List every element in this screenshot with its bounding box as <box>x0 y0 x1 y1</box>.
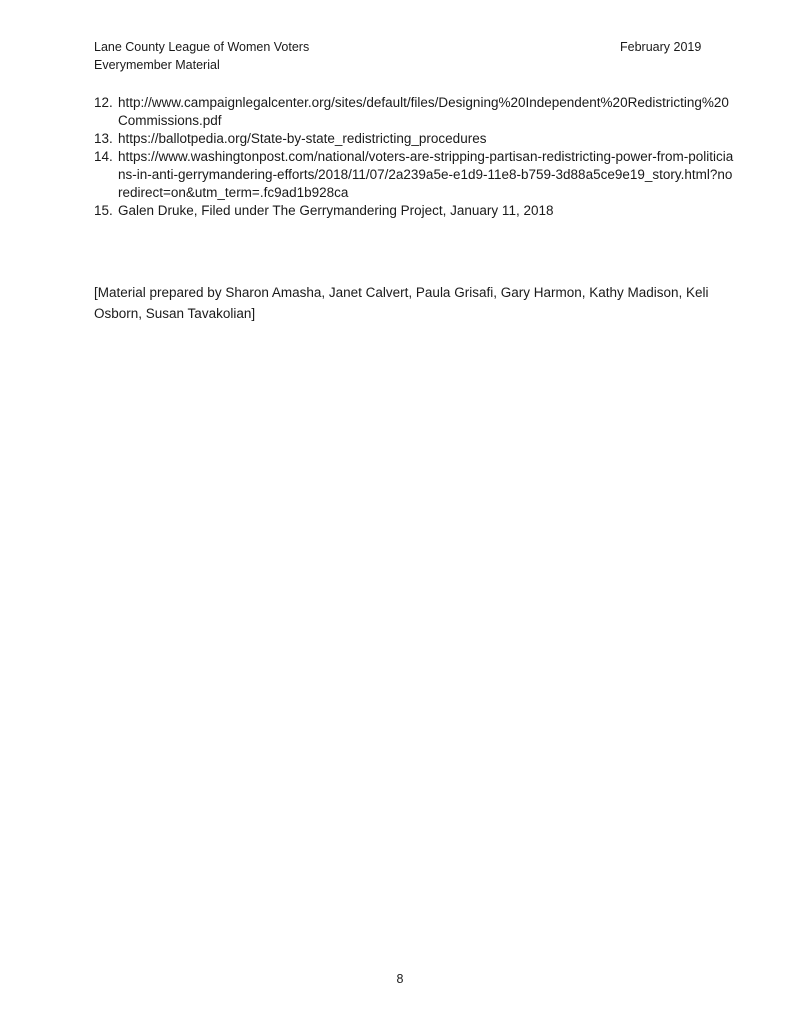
reference-text: Galen Druke, Filed under The Gerrymandering Project, January 11, 2018 <box>118 203 554 218</box>
reference-link[interactable]: https://ballotpedia.org/State-by-state_redistricting_procedures <box>118 131 487 146</box>
reference-link[interactable]: https://www.washingtonpost.com/national/voters-are-stripping-partisan-redistricting-power-from-politicians-in-anti-gerrymandering-efforts/2018/11/07/2a239a5e-e1d9-11e8-b759-3d88a5ce9e19_story.html?noredirect=on&utm_term=.fc9ad1b928ca <box>118 149 734 200</box>
reference-link[interactable]: http://www.campaignlegalcenter.org/sites/default/files/Designing%20Independent%20Redistricting%20Commissions.pdf <box>118 95 729 128</box>
reference-item <box>94 94 734 130</box>
reference-list <box>94 94 734 220</box>
credits-paragraph: [Material prepared by Sharon Amasha, Janet Calvert, Paula Grisafi, Gary Harmon, Kathy Madison, Keli Osborn, Susan Tavakolian] <box>94 285 709 321</box>
reference-number: 14. <box>94 149 113 164</box>
reference-number: 15. <box>94 203 113 218</box>
header-left <box>94 38 309 74</box>
header-subtitle: Everymember Material <box>94 58 220 72</box>
reference-number: 12. <box>94 95 113 110</box>
reference-item <box>94 148 734 202</box>
header-org: Lane County League of Women Voters <box>94 40 310 54</box>
reference-item <box>94 202 734 220</box>
page-number: 8 <box>396 972 404 986</box>
header-date: February 2019 <box>620 40 702 54</box>
reference-number: 13. <box>94 131 113 146</box>
reference-item <box>94 130 734 148</box>
